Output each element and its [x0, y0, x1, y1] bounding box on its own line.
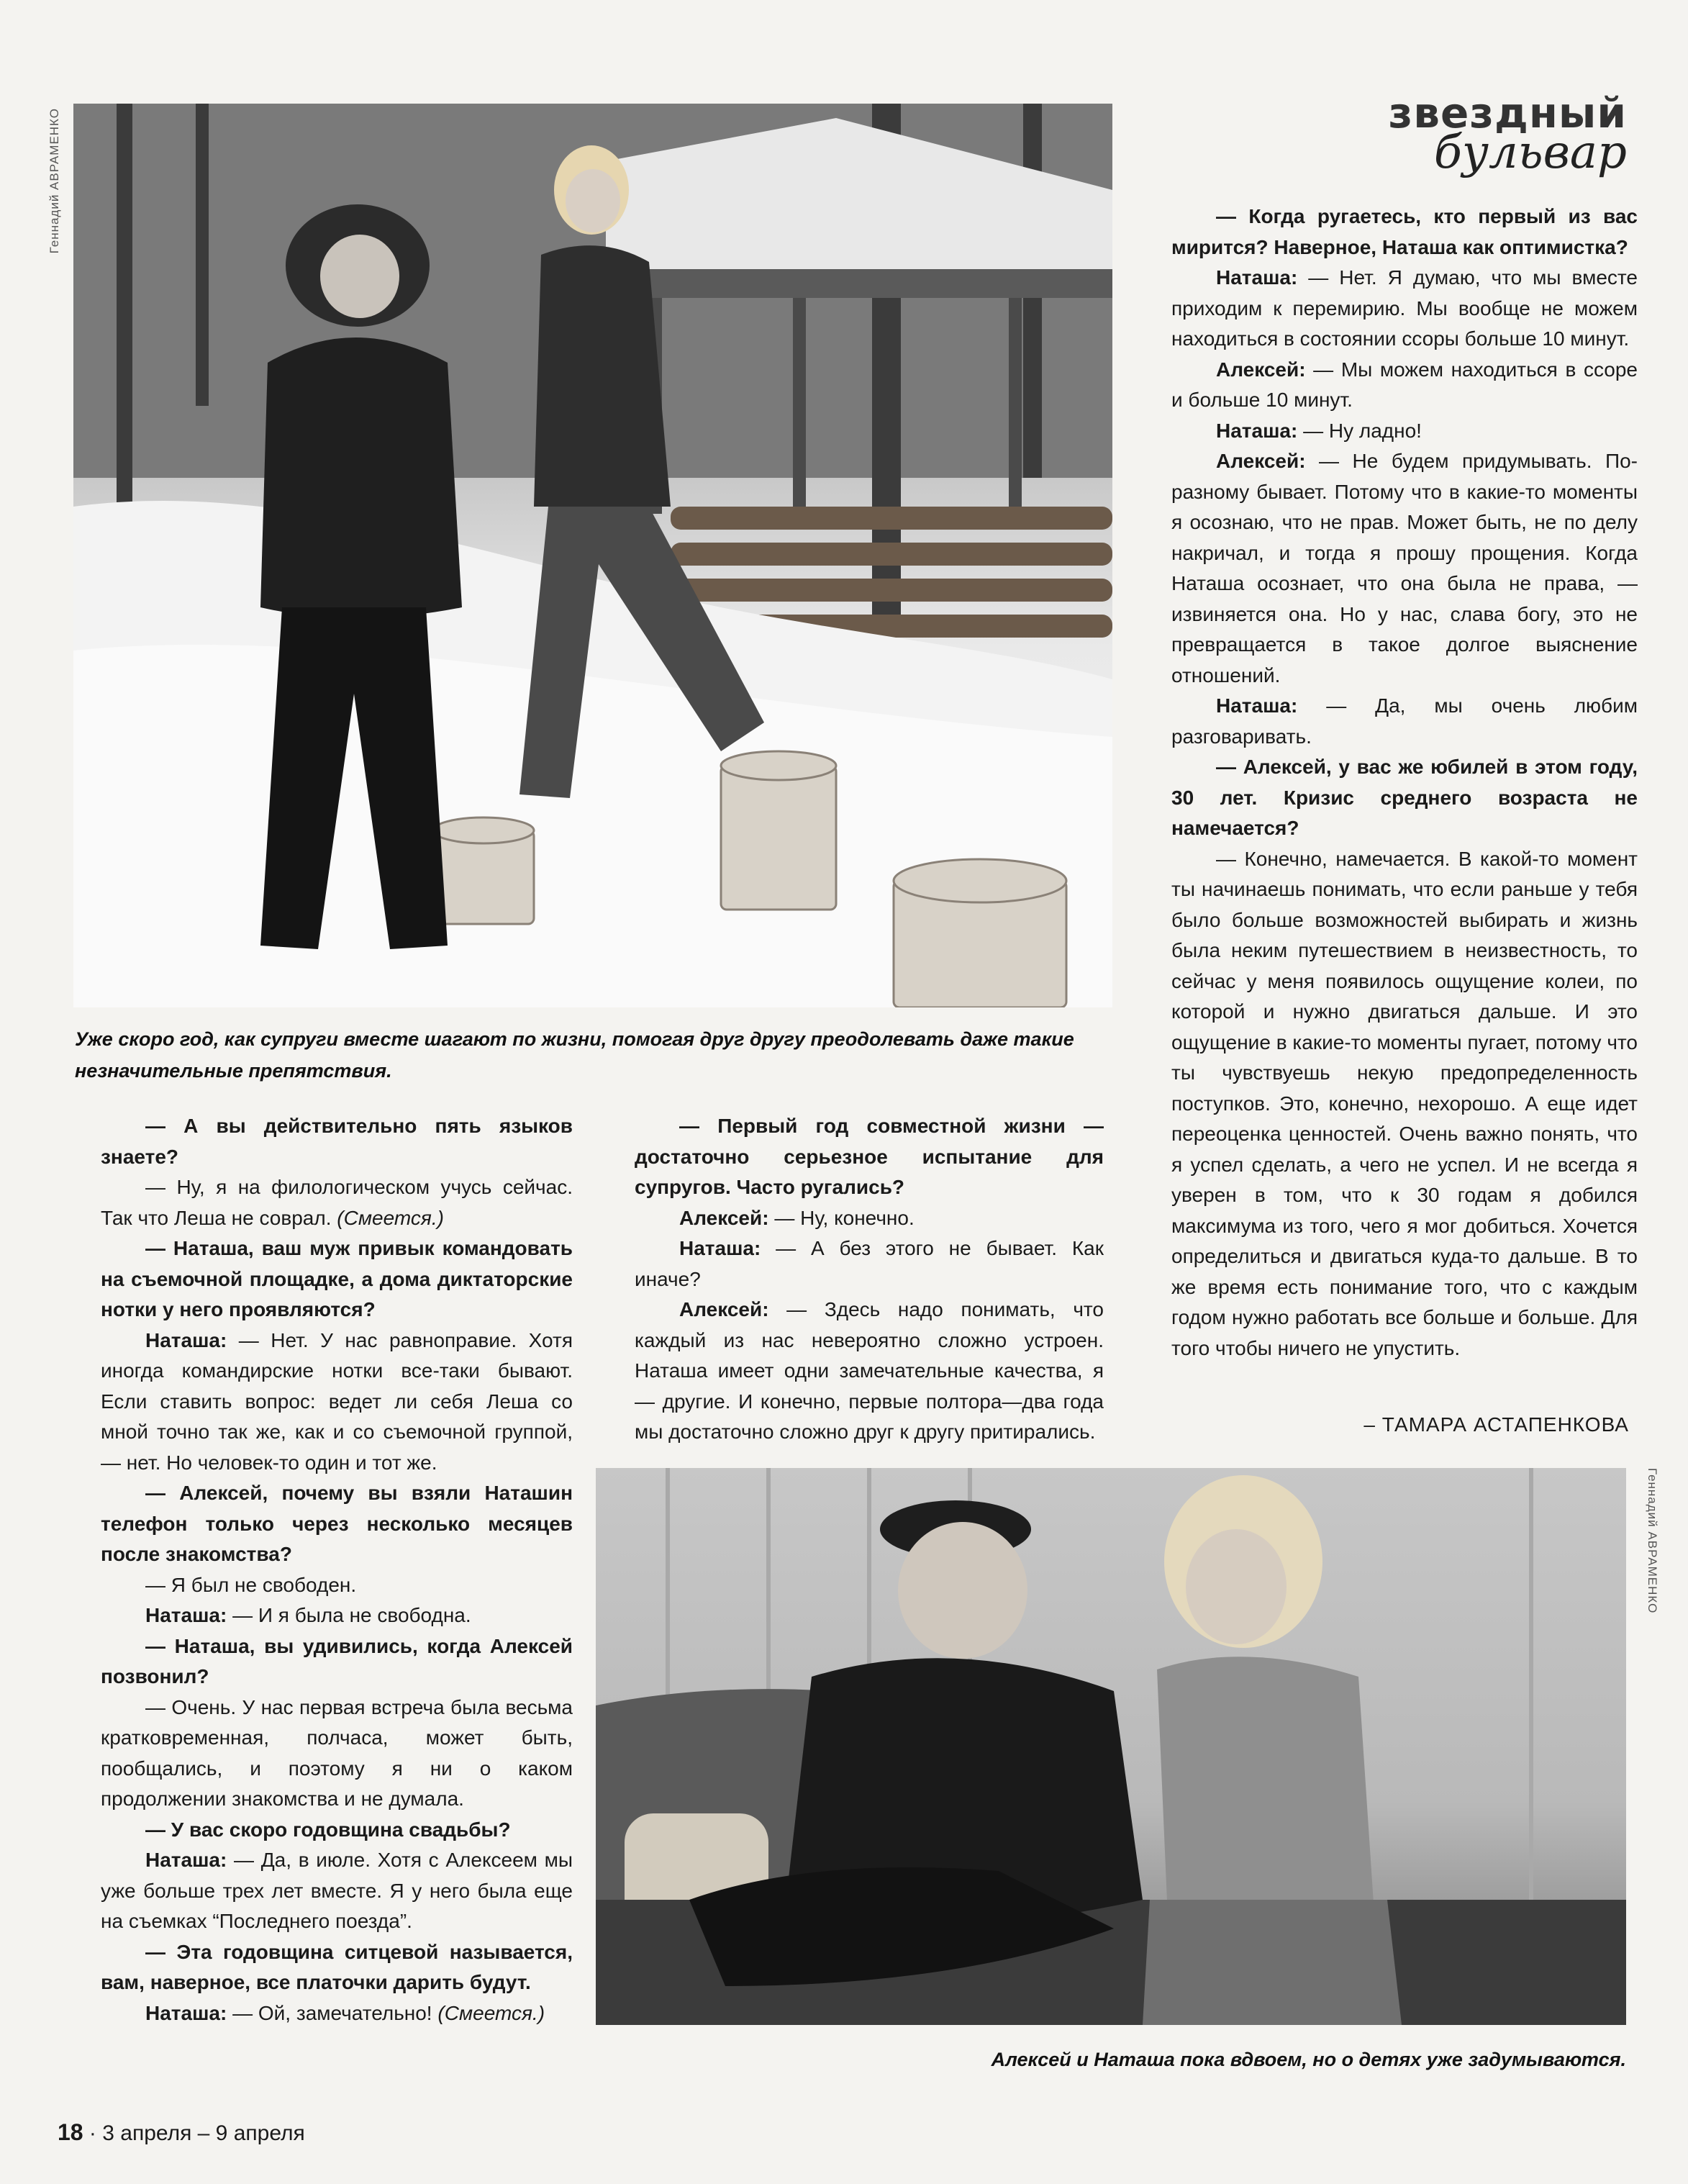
bottom-photo-caption: Алексей и Наташа пока вдвоем, но о детях уже задумываются.: [991, 2049, 1626, 2070]
paragraph-text: — Когда ругаетесь, кто первый из вас мирится? Наверное, Наташа как оптимистка?: [1171, 205, 1638, 258]
page-footer: [58, 2119, 305, 2146]
paragraph-text: — Конечно, намечается. В какой-то момент ты начинаешь понимать, что если раньше у тебя было больше возможностей выбирать и жизнь была неким путешествием в неизвестность, то сейчас у меня появилось ощущение колеи, по которой и нужно двигаться дальше. И это ощущение в какие-то моменты пугает, потому что ты чувствуешь некую предопределенность поступков. Это, конечно, нехорошо. А еще идет переоценка ценностей. Очень важно понять, что я успел сделать, а чего не успел. И не всегда я уверен в том, что к 30 годам я добился максимума из того, чего я мог добиться. Хочется определиться и двигаться куда-то дальше. В то же время есть понимание того, что с каждым годом нужно работать все больше и больше. Для того чтобы ничего не упустить.: [1171, 847, 1638, 1359]
author-signature: – ТАМАРА АСТАПЕНКОВА: [1363, 1413, 1629, 1436]
bottom-photo: [596, 1468, 1626, 2025]
interview-question: [101, 1815, 573, 1846]
interview-paragraph: [101, 1570, 573, 1601]
paragraph-text: — Эта годовщина ситцевой называется, вам, наверное, все платочки дарить будут.: [101, 1940, 573, 1993]
paragraph-text: — Да, в июле. Хотя с Алексеем мы уже больше трех лет вместе. Я у него была еще на съемках “Последнего поезда”.: [101, 1849, 573, 1932]
photo-credit-bottom: Геннадий АВРАМЕНКО: [1646, 1468, 1659, 1614]
paragraph-text: — Не будем придумывать. По-разному бывает. Потому что в какие-то моменты я осознаю, что не прав. Может быть, не по делу накричал, и тогда я прошу прощения. Когда Наташа осознает, что она была не права, — извиняется она. Но у нас, слава богу, это не превращается в такое долгое выяснение отношений.: [1171, 450, 1638, 687]
interview-paragraph: [101, 1693, 573, 1815]
paragraph-text: — Здесь надо понимать, что каждый из нас невероятно сложно устроен. Наташа имеет одни замечательные качества, я — другие. И конечно, первые полтора—два года мы достаточно сложно друг к другу притирались.: [635, 1298, 1104, 1443]
paragraph-text: — Алексей, у вас же юбилей в этом году, 30 лет. Кризис среднего возраста не намечается?: [1171, 756, 1638, 839]
paragraph-text: — Мы можем находиться в ссоре и больше 10 минут.: [1171, 358, 1638, 411]
paragraph-text: — Очень. У нас первая встреча была весьма кратковременная, полчаса, может быть, пообщались, и поэтому я ни о каком продолжении знакомства и не думала.: [101, 1695, 573, 1810]
interview-paragraph: [101, 1845, 573, 1937]
speaker-name: Наташа:: [1216, 419, 1298, 442]
stage-direction: (Смеется.): [337, 1206, 444, 1229]
interview-paragraph: [101, 1600, 573, 1631]
paragraph-text: — Наташа, ваш муж привык командовать на съемочной площадке, а дома диктаторские нотки у него проявляются?: [101, 1237, 573, 1320]
speaker-name: Наташа:: [145, 1604, 227, 1626]
paragraph-text: — Нет. У нас равноправие. Хотя иногда командирские нотки все-таки бывают. Если ставить вопрос: ведет ли себя Леша со мной точно так же, как и со съемочной группой, — нет. Но человек-то один и тот же.: [101, 1328, 573, 1474]
issue-dates: · 3 апреля – 9 апреля: [83, 2121, 305, 2145]
speaker-name: Наташа:: [1216, 694, 1298, 717]
top-photo-caption: Уже скоро год, как супруги вместе шагают по жизни, помогая друг другу преодолевать даже такие незначительные препятствия.: [75, 1028, 1074, 1082]
rubric-word-2: бульвар: [1433, 126, 1627, 179]
interview-question: [1171, 752, 1638, 844]
rubric-word-1: звездный: [1388, 89, 1627, 137]
interview-paragraph: [1171, 263, 1638, 355]
paragraph-text: — Да, мы очень любим разговаривать.: [1171, 694, 1638, 748]
paragraph-text: — И я была не свободна.: [227, 1604, 471, 1626]
paragraph-text: — У вас скоро годовщина свадьбы?: [145, 1818, 511, 1841]
interview-paragraph: [1171, 691, 1638, 752]
stage-direction: (Смеется.): [437, 2001, 545, 2024]
speaker-name: Наташа:: [145, 1849, 227, 1871]
article-column-middle: [635, 1111, 1104, 1448]
top-photo: [73, 104, 1112, 1007]
paragraph-text: — Наташа, вы удивились, когда Алексей позвонил?: [101, 1634, 573, 1687]
interview-paragraph: [1171, 844, 1638, 1364]
speaker-name: Алексей:: [1216, 358, 1306, 381]
paragraph-text: — А без этого не бывает. Как иначе?: [635, 1237, 1104, 1290]
interview-paragraph: [101, 1998, 573, 2029]
page-number: 18: [58, 2119, 83, 2145]
couple-on-sofa-illustration: [596, 1468, 1626, 2025]
interview-paragraph: [635, 1233, 1104, 1295]
speaker-name: Наташа:: [145, 1328, 227, 1351]
speaker-name: Алексей:: [679, 1206, 769, 1229]
section-rubric: [1388, 89, 1627, 179]
interview-question: [101, 1937, 573, 1998]
interview-question: [101, 1111, 573, 1172]
photo-credit-top: Геннадий АВРАМЕНКО: [47, 108, 61, 254]
winter-couple-illustration: [73, 104, 1112, 1007]
paragraph-text: — Я был не свободен.: [145, 1573, 357, 1596]
paragraph-text: — А вы действительно пять языков знаете?: [101, 1115, 573, 1168]
article-column-right: [1171, 201, 1638, 1364]
article-column-left: [101, 1111, 573, 2029]
paragraph-text: — Первый год совместной жизни — достаточно серьезное испытание для супругов. Часто ругались?: [635, 1115, 1104, 1198]
speaker-name: Наташа:: [1216, 266, 1298, 289]
interview-paragraph: [1171, 355, 1638, 416]
paragraph-text: — Нет. Я думаю, что мы вместе приходим к перемирию. Мы вообще не можем находиться в состоянии ссоры больше 10 минут.: [1171, 266, 1638, 350]
speaker-name: Наташа:: [145, 2001, 227, 2024]
interview-question: [101, 1631, 573, 1693]
paragraph-text: — Ну, я на филологическом учусь сейчас. Так что Леша не соврал.: [101, 1176, 573, 1229]
interview-question: [1171, 201, 1638, 263]
interview-question: [101, 1233, 573, 1326]
interview-paragraph: [1171, 416, 1638, 447]
paragraph-text: — Ну ладно!: [1297, 419, 1422, 442]
interview-question: [635, 1111, 1104, 1203]
interview-paragraph: [1171, 446, 1638, 691]
interview-paragraph: [101, 1172, 573, 1233]
interview-paragraph: [635, 1203, 1104, 1234]
paragraph-text: — Ой, замечательно!: [227, 2001, 438, 2024]
interview-paragraph: [635, 1295, 1104, 1448]
paragraph-text: — Алексей, почему вы взяли Наташин телефон только через несколько месяцев после знакомства?: [101, 1482, 573, 1565]
interview-question: [101, 1478, 573, 1570]
speaker-name: Алексей:: [1216, 450, 1306, 472]
paragraph-text: — Ну, конечно.: [768, 1206, 915, 1229]
interview-paragraph: [101, 1326, 573, 1479]
speaker-name: Алексей:: [679, 1298, 769, 1320]
speaker-name: Наташа:: [679, 1237, 761, 1259]
